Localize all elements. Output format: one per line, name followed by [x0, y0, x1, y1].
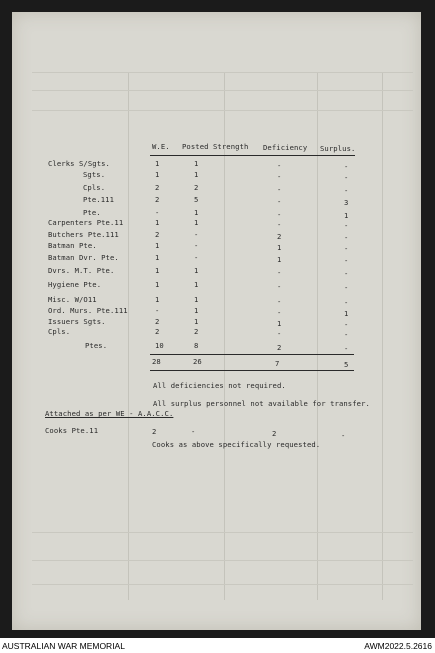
row-deficiency-value: 1 — [277, 319, 282, 328]
total-surplus: 5 — [344, 360, 349, 369]
faint-row-line — [32, 532, 413, 533]
row-deficiency-value: - — [277, 197, 282, 206]
attached-heading: Attached as per WE - A.A.C.C. — [45, 409, 174, 418]
row-deficiency-value: - — [277, 308, 282, 317]
row-label: Sgts. — [83, 170, 106, 179]
archive-footer — [0, 638, 435, 653]
row-posted-value: 8 — [194, 341, 199, 350]
row-surplus-value: - — [344, 221, 349, 230]
row-deficiency-value: - — [277, 220, 282, 229]
faint-row-line — [32, 560, 413, 561]
row-label: Pte.111 — [83, 195, 114, 204]
row-posted-value: 2 — [194, 183, 199, 192]
row-surplus-value: - — [344, 320, 349, 329]
attached-deficiency: 2 — [272, 429, 277, 438]
attached-we: 2 — [152, 427, 157, 436]
row-label: Cpls. — [83, 183, 106, 192]
row-posted-value: 1 — [194, 218, 199, 227]
row-deficiency-value: - — [277, 172, 282, 181]
faint-row-line — [32, 584, 413, 585]
row-surplus-value: - — [344, 186, 349, 195]
row-surplus-value: - — [344, 283, 349, 292]
row-we-value: 1 — [155, 218, 160, 227]
row-label: Misc. W/O11 — [48, 295, 97, 304]
row-deficiency-value: - — [277, 210, 282, 219]
faint-column-line — [382, 72, 383, 600]
row-we-value: 1 — [155, 266, 160, 275]
attached-surplus: - — [341, 431, 346, 440]
header-deficiency: Deficiency — [263, 143, 308, 152]
row-posted-value: 1 — [194, 170, 199, 179]
header-underline — [150, 155, 355, 156]
row-surplus-value: - — [344, 330, 349, 339]
row-deficiency-value: - — [277, 329, 282, 338]
row-surplus-value: 1 — [344, 211, 349, 220]
row-surplus-value: - — [344, 173, 349, 182]
row-posted-value: - — [194, 253, 199, 262]
row-posted-value: 1 — [194, 306, 199, 315]
attached-note: Cooks as above specifically requested. — [152, 440, 321, 449]
row-surplus-value: - — [344, 344, 349, 353]
row-label: Ptes. — [85, 341, 108, 350]
row-posted-value: 1 — [194, 280, 199, 289]
total-deficiency: 7 — [275, 359, 280, 368]
row-deficiency-value: 2 — [277, 232, 282, 241]
row-label: Butchers Pte.111 — [48, 230, 119, 239]
note-deficiencies: All deficiencies not required. — [153, 381, 286, 390]
totals-top-rule — [150, 354, 354, 355]
faint-column-line — [224, 72, 225, 600]
header-posted-strength: Posted Strength — [182, 142, 249, 151]
header-we: W.E. — [152, 142, 170, 151]
total-posted: 26 — [193, 357, 202, 366]
row-posted-value: 1 — [194, 295, 199, 304]
row-label: Clerks S/Sgts. — [48, 159, 110, 168]
row-surplus-value: - — [344, 269, 349, 278]
row-surplus-value: 3 — [344, 198, 349, 207]
faint-column-line — [317, 72, 318, 600]
row-label: Hygiene Pte. — [48, 280, 102, 289]
row-we-value: 1 — [155, 253, 160, 262]
row-label: Pte. — [83, 208, 101, 217]
row-label: Cpls. — [48, 327, 71, 336]
row-posted-value: 5 — [194, 195, 199, 204]
row-we-value: 2 — [155, 195, 160, 204]
row-deficiency-value: - — [277, 185, 282, 194]
row-posted-value: - — [194, 241, 199, 250]
row-we-value: - — [155, 306, 160, 315]
row-label: Carpenters Pte.11 — [48, 218, 124, 227]
row-we-value: 1 — [155, 170, 160, 179]
row-deficiency-value: - — [277, 297, 282, 306]
row-posted-value: - — [194, 230, 199, 239]
faint-row-line — [32, 72, 413, 73]
row-surplus-value: - — [344, 244, 349, 253]
note-surplus: All surplus personnel not available for transfer. — [153, 399, 370, 408]
row-deficiency-value: - — [277, 161, 282, 170]
faint-row-line — [32, 90, 413, 91]
attached-label: Cooks Pte.11 — [45, 426, 99, 435]
row-deficiency-value: 1 — [277, 255, 282, 264]
row-label: Issuers Sgts. — [48, 317, 106, 326]
row-deficiency-value: 1 — [277, 243, 282, 252]
row-deficiency-value: 2 — [277, 343, 282, 352]
row-label: Ord. Murs. Pte.111 — [48, 306, 128, 315]
row-deficiency-value: - — [277, 268, 282, 277]
row-we-value: - — [155, 208, 160, 217]
row-surplus-value: - — [344, 233, 349, 242]
row-deficiency-value: - — [277, 282, 282, 291]
row-surplus-value: - — [344, 256, 349, 265]
faint-column-line — [128, 72, 129, 600]
archive-reference: AWM2022.5.2616 — [364, 641, 432, 651]
row-we-value: 2 — [155, 183, 160, 192]
row-posted-value: 1 — [194, 159, 199, 168]
row-label: Dvrs. M.T. Pte. — [48, 266, 115, 275]
row-we-value: 2 — [155, 317, 160, 326]
attached-posted: - — [191, 427, 196, 436]
row-posted-value: 2 — [194, 327, 199, 336]
row-surplus-value: - — [344, 162, 349, 171]
row-we-value: 2 — [155, 327, 160, 336]
totals-bottom-rule — [150, 370, 354, 371]
row-we-value: 1 — [155, 241, 160, 250]
row-we-value: 1 — [155, 295, 160, 304]
row-surplus-value: - — [344, 298, 349, 307]
row-posted-value: 1 — [194, 208, 199, 217]
row-we-value: 1 — [155, 280, 160, 289]
row-label: Batman Pte. — [48, 241, 97, 250]
row-we-value: 10 — [155, 341, 164, 350]
archive-name: AUSTRALIAN WAR MEMORIAL — [2, 641, 125, 651]
row-we-value: 1 — [155, 159, 160, 168]
row-label: Batman Dvr. Pte. — [48, 253, 119, 262]
faint-row-line — [32, 110, 413, 111]
header-surplus: Surplus. — [320, 144, 356, 153]
row-surplus-value: 1 — [344, 309, 349, 318]
row-we-value: 2 — [155, 230, 160, 239]
row-posted-value: 1 — [194, 317, 199, 326]
total-we: 28 — [152, 357, 161, 366]
row-posted-value: 1 — [194, 266, 199, 275]
